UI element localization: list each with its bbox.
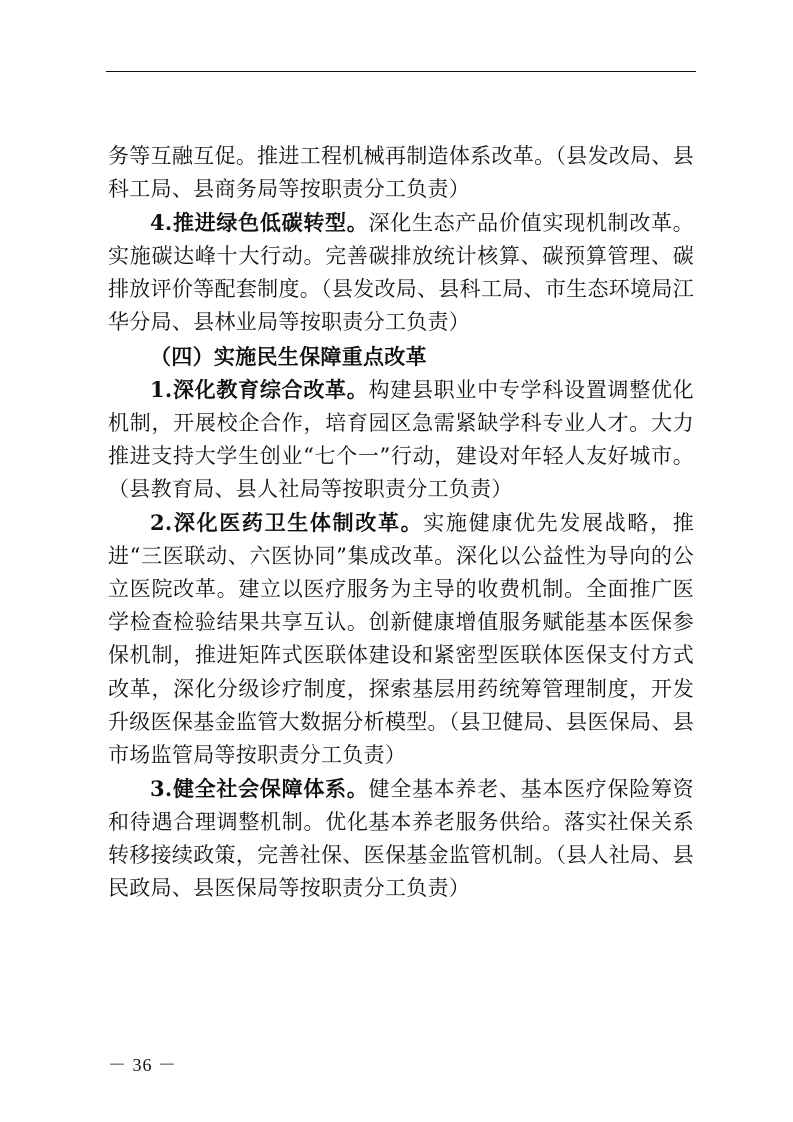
paragraph-text: 务等互融互促。推进工程机械再制造体系改革。（县发改局、县科工局、县商务局等按职责分工负责） xyxy=(108,144,694,202)
paragraph-text: 健全基本养老、基本医疗保险筹资和待遇合理调整机制。优化基本养老服务供给。落实社保关系转移接续政策，完善社保、医保基金监管机制。（县人社局、县民政局、县医保局等按职责分工负责） xyxy=(108,776,694,901)
section-heading: （四）实施民生保障重点改革 xyxy=(150,343,427,369)
paragraph-lead: 3.健全社会保障体系。 xyxy=(150,775,369,801)
paragraph-lead: 4.推进绿色低碳转型。 xyxy=(150,210,369,236)
paragraph-lead: 2.深化医药卫生体制改革。 xyxy=(150,510,424,536)
paragraph-lead: 1.深化教育综合改革。 xyxy=(150,376,369,402)
paragraph-text: 实施健康优先发展战略，推进“三医联动、六医协同”集成改革。深化以公益性为导向的公立医院改革。建立以医疗服务为主导的收费机制。全面推广医学检查检验结果共享互认。创新健康增值服务赋能基本医保参保机制，推进矩阵式医联体建设和紧密型医联体医保支付方式改革，深化分级诊疗制度，探索基层用药统筹管理制度，开发升级医保基金监管大数据分析模型。（县卫健局、县医保局、县市场监管局等按职责分工负责） xyxy=(108,511,694,767)
paragraph-green-low-carbon xyxy=(108,206,694,339)
document-body xyxy=(108,140,694,905)
page-number: － 36 － xyxy=(108,1055,177,1075)
paragraph-text: 深化生态产品价值实现机制改革。实施碳达峰十大行动。完善碳排放统计核算、碳预算管理、碳排放评价等配套制度。（县发改局、县科工局、市生态环境局江华分局、县林业局等按职责分工负责） xyxy=(108,211,694,335)
paragraph-education-reform xyxy=(108,373,694,506)
paragraph-continuation xyxy=(108,140,694,206)
paragraph-medical-reform xyxy=(108,506,694,772)
paragraph-social-security xyxy=(108,772,694,905)
paragraph-text: 构建县职业中专学科设置调整优化机制，开展校企合作，培育园区急需紧缺学科专业人才。大力推进支持大学生创业“七个一”行动，建设对年轻人友好城市。（县教育局、县人社局等按职责分工负责） xyxy=(108,377,694,501)
header-rule xyxy=(106,71,696,72)
